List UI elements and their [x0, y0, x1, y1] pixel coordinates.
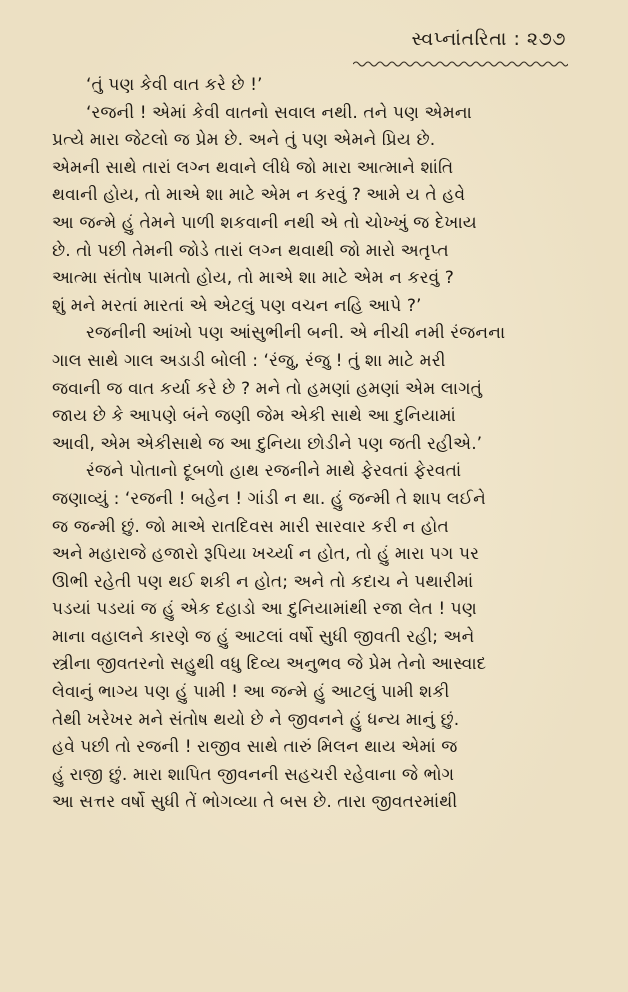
text-line: રંજને પોતાનો દૂબળો હાથ રજનીને માથે ફેરવતાં ફેરવતાં [86, 461, 462, 482]
text-line: શું મને મરતાં મારતાં એ એટલું પણ વચન નહિ આપે ?’ [52, 295, 422, 316]
text-line: ઊભી રહેતી પણ થઈ શકી ન હોત; અને તો કદાચ ને પથારીમાં [52, 571, 474, 592]
text-line: જવાની જ વાત કર્યા કરે છે ? મને તો હમણાં હમણાં એમ લાગતું [52, 378, 483, 399]
paragraph [52, 320, 584, 458]
text-line: આ સત્તર વર્ષો સુધી તેં ભોગવ્યા તે બસ છે. તારા જીવતરમાંથી [52, 792, 458, 813]
text-line: ‘તું પણ કેવી વાત કરે છે !’ [86, 75, 263, 95]
text-line: આત્મા સંતોષ પામતો હોય, તો માએ શા માટે એમ ન કરવું ? [52, 268, 454, 289]
paragraph [52, 72, 584, 100]
text-line: આવી, એમ એકીસાથે જ આ દુનિયા છોડીને પણ જતી રહીએ.’ [52, 433, 483, 454]
text-line: સ્ત્રીના જીવતરનો સહુથી વધુ દિવ્ય અનુભવ જે પ્રેમ તેનો આસ્વાદ [52, 654, 487, 675]
text-line: માના વહાલને કારણે જ હું આટલાં વર્ષો સુધી જીવતી રહી; અને [52, 626, 475, 647]
text-line: જાય છે કે આપણે બંને જણી જેમ એકી સાથે આ દુનિયામાં [52, 406, 456, 427]
text-line: ‘રજની ! એમાં કેવી વાતનો સવાલ નથી. તને પણ એમના [86, 102, 472, 123]
text-line: પડયાં પડયાં જ હું એક દહાડો આ દુનિયામાંથી રજા લેત ! પણ [52, 599, 477, 620]
text-line: છે. તો પછી તેમની જોડે તારાં લગ્ન થવાથી જો મારો અતૃપ્ત [52, 240, 449, 261]
text-line: પ્રત્યે મારા જેટલો જ પ્રેમ છે. અને તું પણ એમને પ્રિય છે. [52, 130, 436, 151]
text-line: થવાની હોય, તો માએ શા માટે એમ ન કરવું ? આમે ય તે હવે [52, 185, 466, 206]
paragraph [52, 100, 584, 321]
running-header: સ્વપ્નાંતરિતા : ૨૭૭ [411, 28, 566, 50]
text-line: હવે પછી તો રજની ! રાજીવ સાથે તારું મિલન થાય એમાં જ [52, 737, 458, 758]
text-line: જ જન્મી છું. જો માએ રાતદિવસ મારી સારવાર કરી ન હોત [52, 516, 449, 537]
text-line: રજનીની આંખો પણ આંસુભીની બની. એ નીચી નમી રંજનના [86, 323, 506, 344]
text-line: તેથી ખરેખર મને સંતોષ થયો છે ને જીવનને હું ધન્ય માનું છું. [52, 709, 460, 730]
text-line: આ જન્મે હું તેમને પાળી શકવાની નથી એ તો ચોખ્ખું જ દેખાય [52, 212, 477, 233]
text-line: જણાવ્યું : ‘રજની ! બહેન ! ગાંડી ન થા. હું જન્મી તે શાપ લઈને [52, 488, 486, 509]
text-line: અને મહારાજે હજારો રૂપિયા ખર્ચ્યા ન હોત, તો હું મારા પગ પર [52, 544, 479, 565]
header-wavy-rule [353, 60, 568, 68]
text-line: હું રાજી છું. મારા શાપિત જીવનની સહચરી રહેવાના જે ભોગ [52, 764, 455, 785]
text-line: લેવાનું ભાગ્ય પણ હું પામી ! આ જન્મે હું આટલું પામી શકી [52, 682, 450, 703]
paragraph [52, 458, 584, 817]
text-line: ગાલ સાથે ગાલ અડાડી બોલી : ‘રંજુ, રંજુ ! તું શા માટે મરી [52, 350, 446, 371]
text-line: એમની સાથે તારાં લગ્ન થવાને લીધે જો મારા આત્માને શાંતિ [52, 157, 454, 178]
page-body [52, 72, 584, 817]
